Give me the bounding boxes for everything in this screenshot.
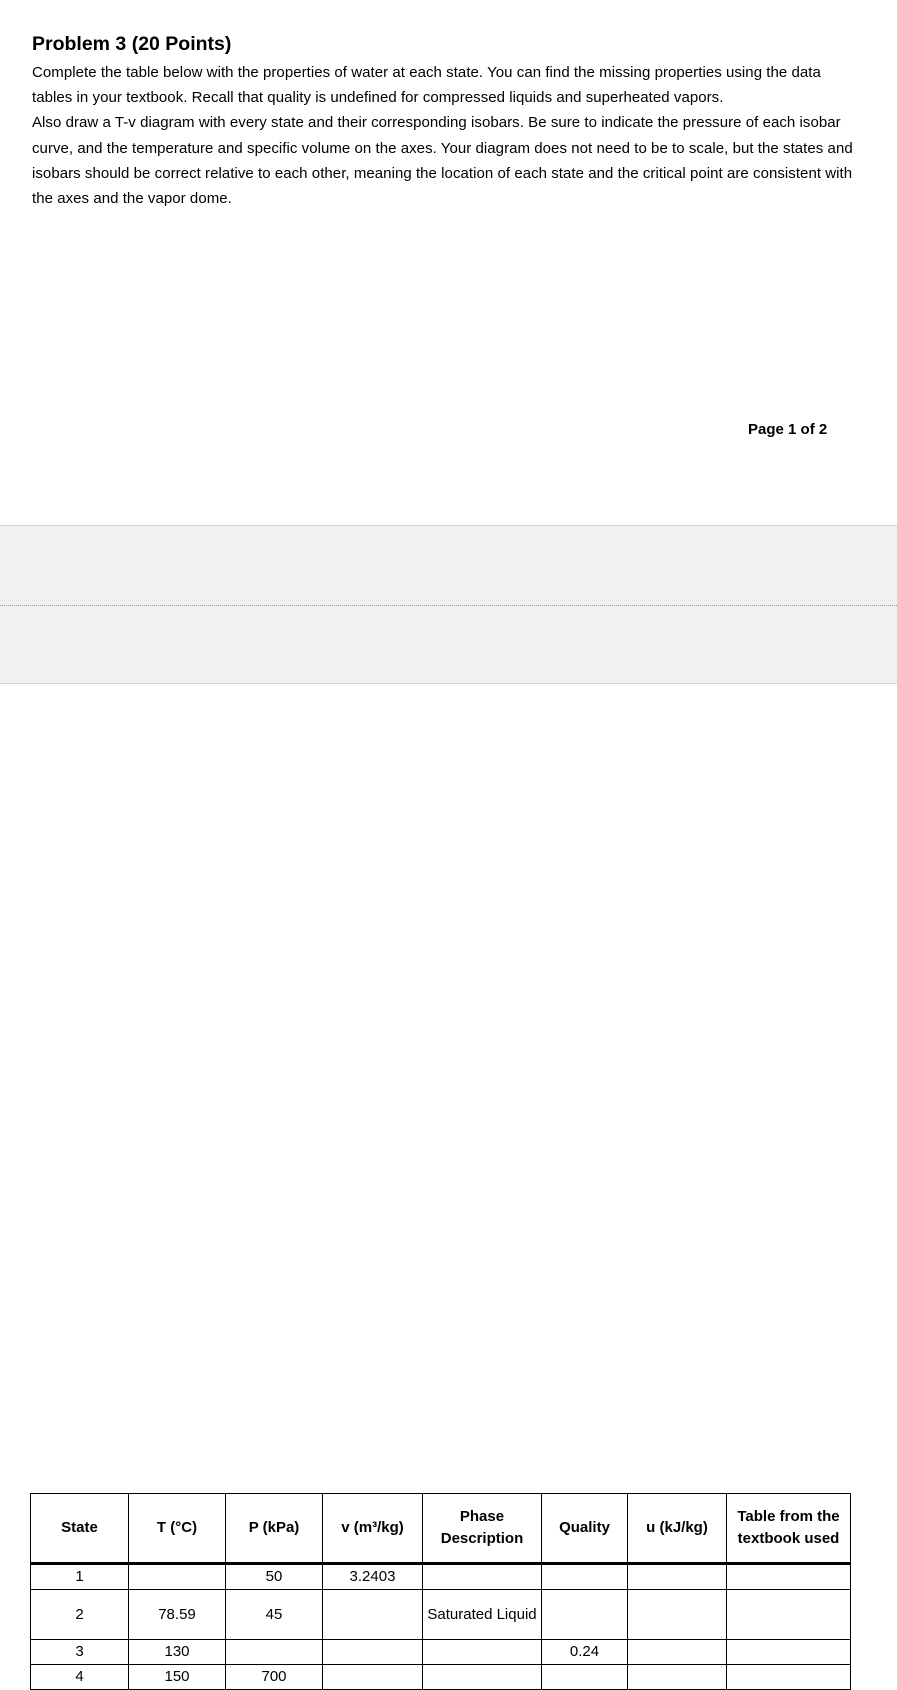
- table-row: [31, 1665, 851, 1690]
- instructions-paragraph-2: Also draw a T-v diagram with every state and their corresponding isobars. Be sure to indicate the pressure of each isobar curve, and the temperature and specific volume on the axes. Your diagram does not need to be to scale, but the states and isobars should be correct relative to each other, meaning the location of each state and the critical point are consistent with the axes and the vapor dome.: [32, 114, 853, 208]
- cell-pressure: 45: [226, 1590, 323, 1640]
- header-pressure: P (kPa): [226, 1494, 323, 1564]
- table-row: [31, 1640, 851, 1665]
- page-2: [0, 684, 897, 1685]
- cell-pressure: 700: [226, 1665, 323, 1690]
- cell-phase-description[interactable]: [423, 1640, 542, 1665]
- cell-internal-energy[interactable]: [628, 1640, 727, 1665]
- header-phase-description: Phase Description: [423, 1494, 542, 1564]
- cell-specific-volume: 3.2403: [323, 1564, 423, 1590]
- cell-state: 1: [31, 1564, 129, 1590]
- header-specific-volume: v (m³/kg): [323, 1494, 423, 1564]
- table-row: [31, 1590, 851, 1640]
- table-header-row: [31, 1494, 851, 1564]
- header-state: State: [31, 1494, 129, 1564]
- page-number: Page 1 of 2: [748, 421, 828, 438]
- cell-source-table[interactable]: [727, 1590, 851, 1640]
- cell-phase-description: Saturated Liquid: [423, 1590, 542, 1640]
- table-row: [31, 1564, 851, 1590]
- cell-state: 4: [31, 1665, 129, 1690]
- problem-title: Problem 3 (20 Points): [32, 33, 232, 55]
- cell-temperature: 78.59: [129, 1590, 226, 1640]
- cell-internal-energy[interactable]: [628, 1590, 727, 1640]
- cell-state: 3: [31, 1640, 129, 1665]
- cell-quality: 0.24: [542, 1640, 628, 1665]
- page-break-gap: [0, 525, 897, 684]
- page-1: [0, 0, 897, 525]
- cell-internal-energy[interactable]: [628, 1564, 727, 1590]
- cell-source-table[interactable]: [727, 1564, 851, 1590]
- instructions-paragraph-1: Complete the table below with the properties of water at each state. You can find the missing properties using the data tables in your textbook. Recall that quality is undefined for compressed liquids and superheated vapors.: [32, 64, 821, 107]
- cell-source-table[interactable]: [727, 1665, 851, 1690]
- cell-pressure[interactable]: [226, 1640, 323, 1665]
- header-temperature: T (°C): [129, 1494, 226, 1564]
- cell-pressure: 50: [226, 1564, 323, 1590]
- cell-temperature: 150: [129, 1665, 226, 1690]
- properties-table: [30, 1493, 851, 1690]
- page-break-line: [0, 605, 897, 606]
- header-internal-energy: u (kJ/kg): [628, 1494, 727, 1564]
- cell-quality[interactable]: [542, 1564, 628, 1590]
- cell-specific-volume[interactable]: [323, 1665, 423, 1690]
- cell-quality[interactable]: [542, 1590, 628, 1640]
- cell-state: 2: [31, 1590, 129, 1640]
- cell-quality[interactable]: [542, 1665, 628, 1690]
- problem-instructions: [32, 60, 862, 211]
- cell-temperature[interactable]: [129, 1564, 226, 1590]
- cell-phase-description[interactable]: [423, 1665, 542, 1690]
- cell-specific-volume[interactable]: [323, 1590, 423, 1640]
- cell-phase-description[interactable]: [423, 1564, 542, 1590]
- cell-temperature: 130: [129, 1640, 226, 1665]
- cell-specific-volume[interactable]: [323, 1640, 423, 1665]
- header-source-table: Table from the textbook used: [727, 1494, 851, 1564]
- header-quality: Quality: [542, 1494, 628, 1564]
- cell-internal-energy[interactable]: [628, 1665, 727, 1690]
- cell-source-table[interactable]: [727, 1640, 851, 1665]
